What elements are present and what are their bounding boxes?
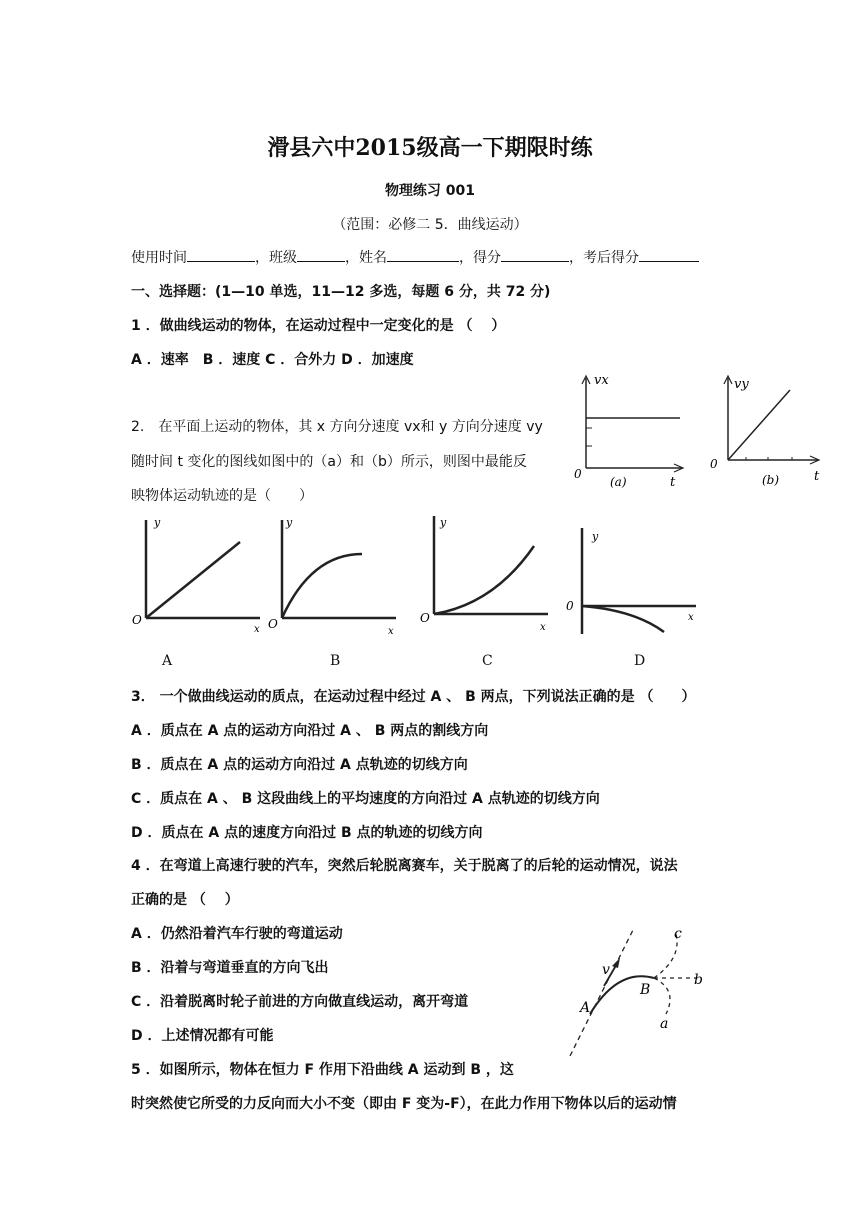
graph-b-caption: (b)	[762, 473, 780, 487]
label-a-path: a	[660, 1016, 669, 1032]
class-label: ，班级	[255, 250, 297, 266]
after-score-label: ，考后得分	[569, 250, 639, 266]
trajectory-figure	[560, 922, 720, 1062]
page-title: 滑县六中2015级高一下期限时练	[267, 135, 593, 161]
section-heading: 一、选择题：(1—10 单选，11—12 多选，每题 6 分，共 72 分)	[131, 284, 551, 300]
graph-b-origin: 0	[710, 457, 718, 471]
choice-b-xlabel: x	[388, 626, 394, 637]
scope: （范围：必修二 5．曲线运动）	[332, 217, 528, 233]
graph-a	[570, 372, 690, 492]
choice-c-ylabel: y	[440, 516, 447, 529]
choice-b-origin: O	[268, 617, 278, 631]
choice-graph-d	[564, 524, 704, 648]
graph-b	[706, 372, 826, 492]
class-blank[interactable]	[297, 247, 345, 262]
q3-option-c: C ．质点在 A 、 B 这段曲线上的平均速度的方向沿过 A 点轨迹的切线方向	[131, 791, 600, 807]
label-v: v	[602, 962, 610, 978]
q2-line3: 映物体运动轨迹的是（ ）	[131, 488, 313, 504]
choice-b-ylabel: y	[286, 516, 293, 529]
choice-label-a: A	[162, 653, 173, 669]
q4-option-a: A ．仍然沿着汽车行驶的弯道运动	[131, 926, 343, 942]
choice-a-origin: O	[132, 613, 142, 627]
q1-stem: 1 ．做曲线运动的物体，在运动过程中一定变化的是 （ ）	[131, 318, 506, 334]
q1-options: A ．速率 B ．速度 C ．合外力 D ．加速度	[131, 352, 414, 368]
choice-c-xlabel: x	[540, 622, 546, 633]
q4-stem-line2: 正确的是 （ ）	[131, 892, 239, 908]
graph-b-ylabel: vy	[734, 377, 749, 392]
use-time-label: 使用时间	[131, 250, 187, 266]
q5-line2: 时突然使它所受的力反向而大小不变（即由 F 变为-F），在此力作用下物体以后的运动情	[131, 1096, 677, 1112]
graph-a-caption: (a)	[610, 475, 627, 489]
choice-graph-b	[266, 514, 406, 638]
score-label: ，得分	[459, 250, 501, 266]
choice-graph-a	[128, 514, 268, 638]
graph-a-ylabel: vx	[594, 373, 609, 388]
q4-stem-line1: 4 ．在弯道上高速行驶的汽车，突然后轮脱离赛车，关于脱离了的后轮的运动情况，说法	[131, 858, 678, 874]
graph-a-xlabel: t	[670, 475, 676, 490]
q2-line1: 2. 在平面上运动的物体，其 x 方向分速度 vx和 y 方向分速度 vy	[131, 419, 543, 435]
choice-d-ylabel: y	[592, 530, 599, 543]
q4-option-b: B ．沿着与弯道垂直的方向飞出	[131, 960, 329, 976]
after-score-blank[interactable]	[639, 247, 699, 262]
q4-option-c: C ．沿着脱离时轮子前进的方向做直线运动，离开弯道	[131, 994, 469, 1010]
choice-a-ylabel: y	[154, 516, 161, 529]
label-c-path: c	[674, 926, 682, 942]
q5-line1: 5 ．如图所示，物体在恒力 F 作用下沿曲线 A 运动到 B ，这	[131, 1062, 514, 1078]
choice-a-xlabel: x	[254, 624, 260, 635]
choice-label-d: D	[634, 653, 646, 669]
q3-option-d: D ．质点在 A 点的速度方向沿过 B 点的轨迹的切线方向	[131, 825, 483, 841]
name-blank[interactable]	[387, 247, 459, 262]
info-line	[131, 247, 699, 267]
graph-a-origin: 0	[574, 467, 582, 481]
graph-b-xlabel: t	[814, 469, 820, 484]
choice-graph-c	[418, 512, 558, 636]
label-a-point: A	[580, 1000, 591, 1016]
choice-d-xlabel: x	[688, 612, 694, 623]
use-time-blank[interactable]	[187, 247, 255, 262]
q2-line2: 随时间 t 变化的图线如图中的（a）和（b）所示，则图中最能反	[131, 454, 527, 470]
choice-d-origin: 0	[566, 599, 574, 613]
label-b-point: B	[640, 982, 651, 998]
q3-option-a: A ．质点在 A 点的运动方向沿过 A 、 B 两点的割线方向	[131, 723, 489, 739]
score-blank[interactable]	[501, 247, 569, 262]
choice-label-b: B	[330, 653, 341, 669]
subtitle: 物理练习 001	[384, 183, 476, 199]
name-label: ，姓名	[345, 250, 387, 266]
choice-c-origin: O	[420, 611, 430, 625]
q3-stem: 3． 一个做曲线运动的质点，在运动过程中经过 A 、 B 两点，下列说法正确的是 （ ）	[131, 689, 696, 705]
q4-option-d: D ．上述情况都有可能	[131, 1028, 274, 1044]
choice-label-c: C	[482, 653, 493, 669]
q3-option-b: B ．质点在 A 点的运动方向沿过 A 点轨迹的切线方向	[131, 757, 468, 773]
label-b-path: b	[694, 972, 703, 988]
